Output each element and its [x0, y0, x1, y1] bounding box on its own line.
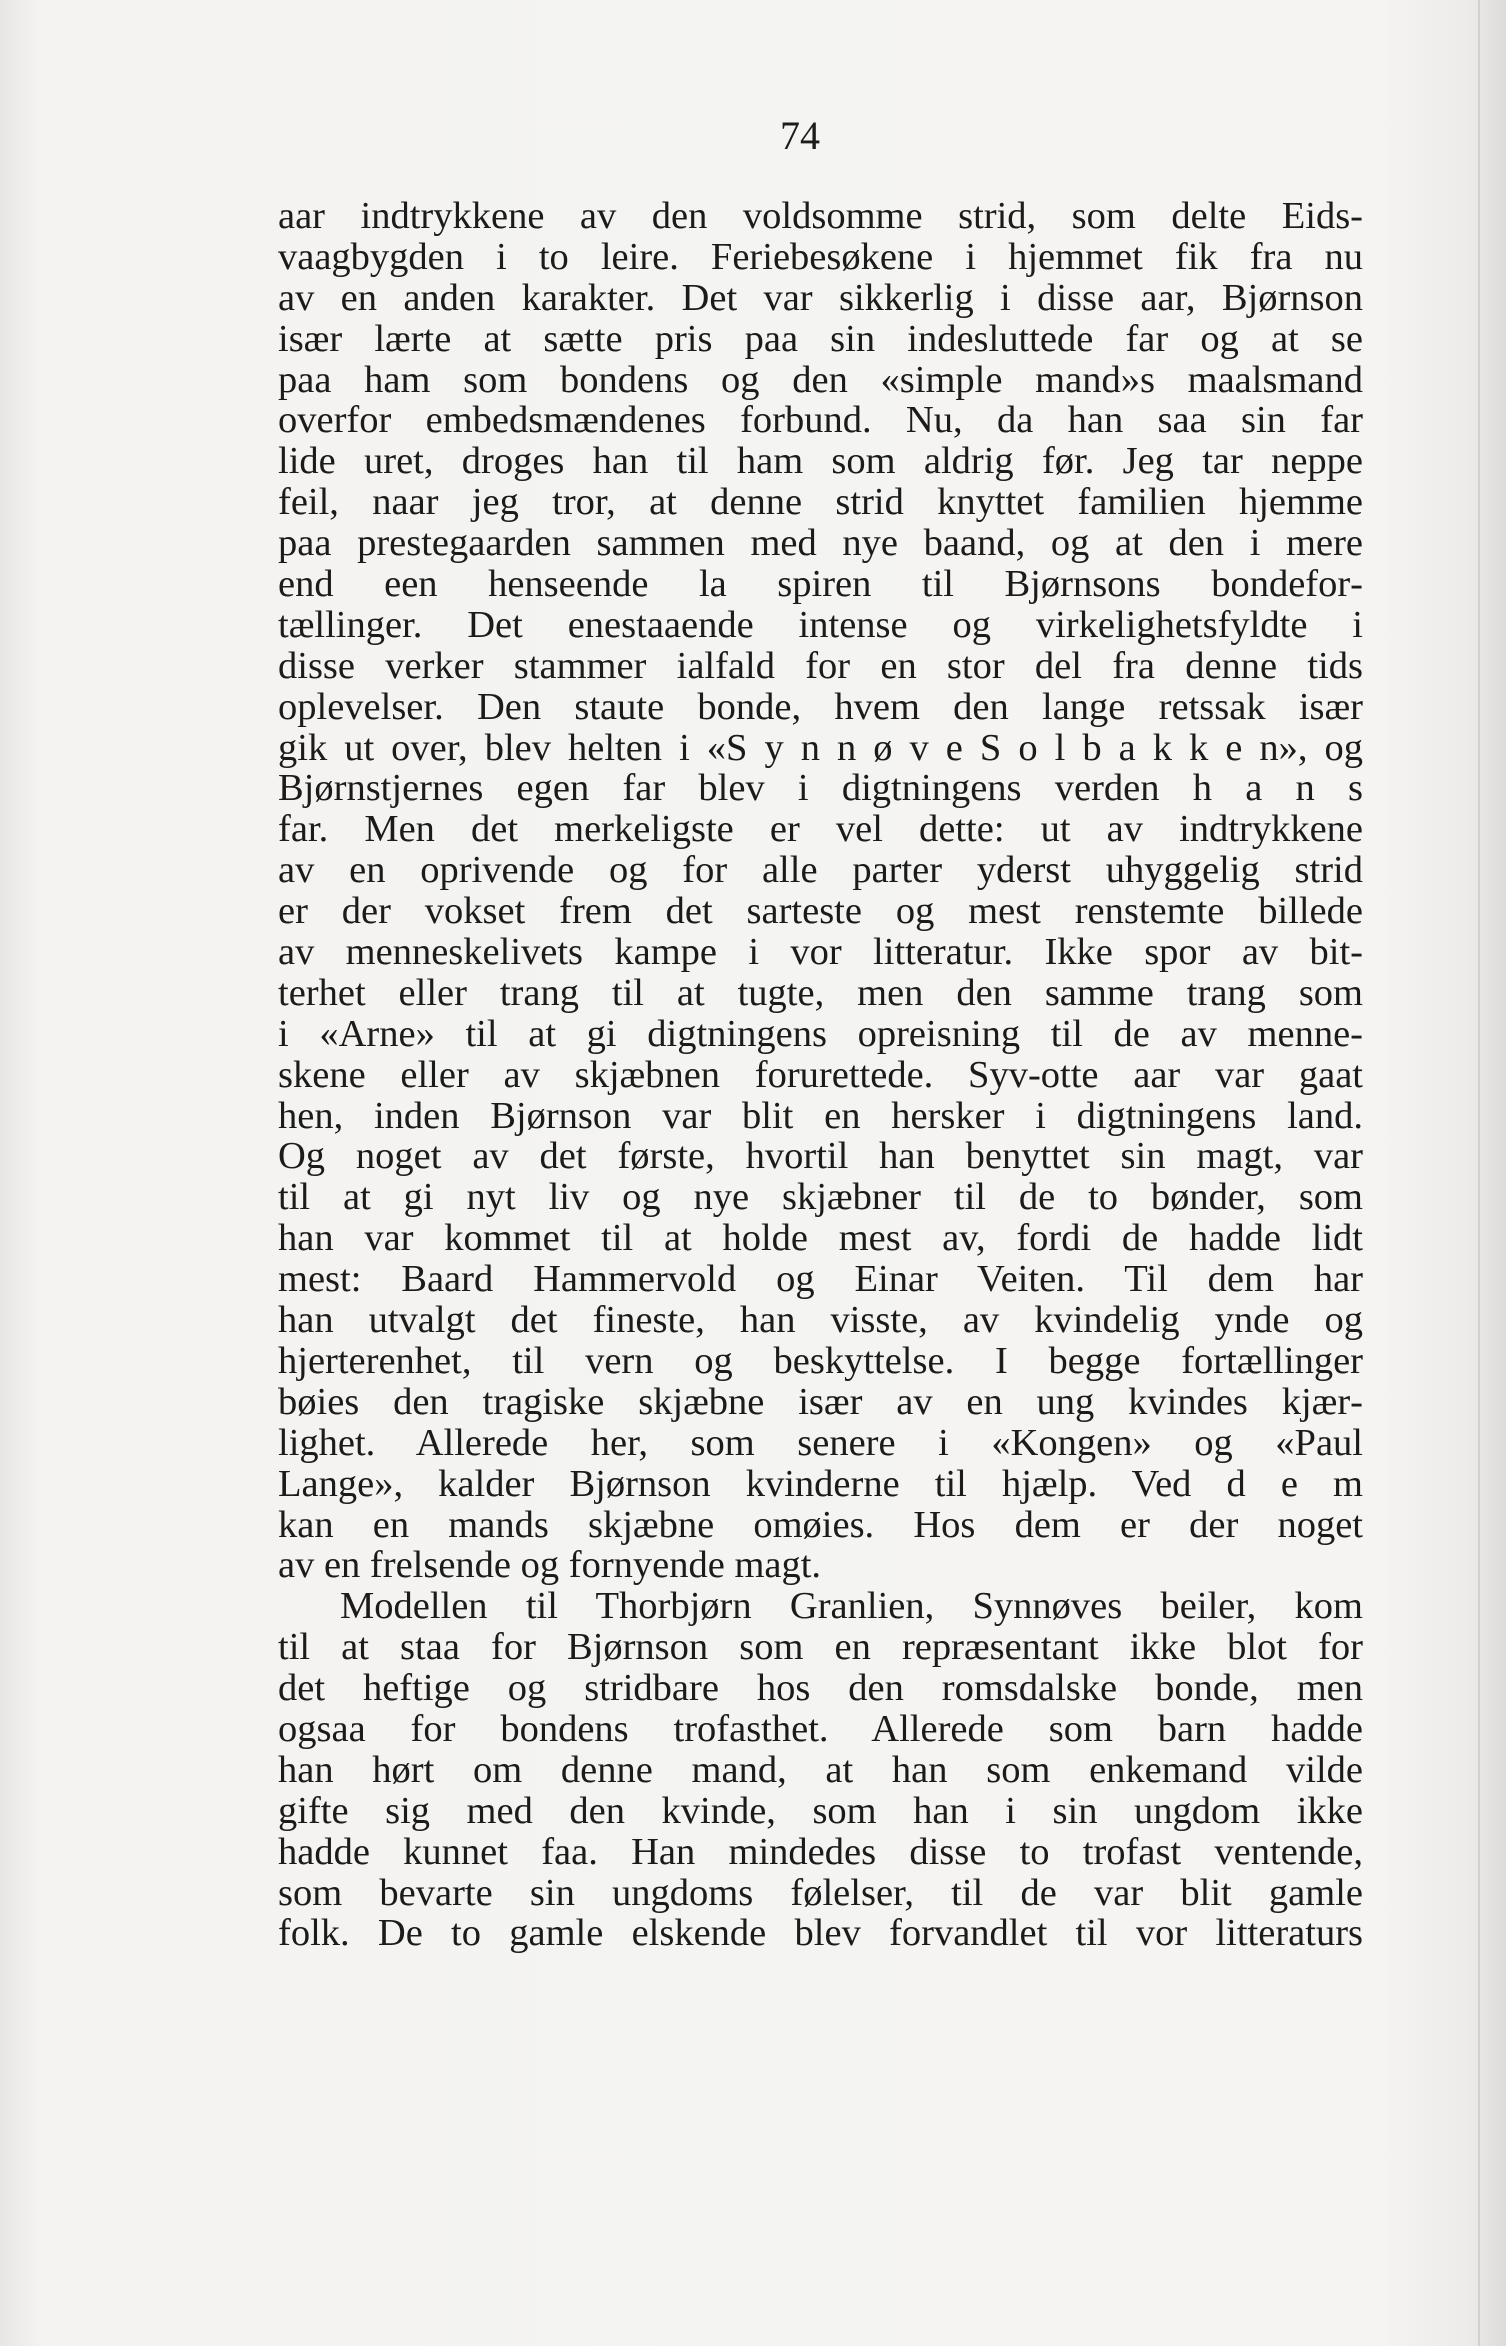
text-line: terhet eller trang til at tugte, men den samme trang som — [278, 971, 1363, 1014]
text-line: hjerterenhet, til vern og beskyttelse. I begge fortællinger — [278, 1339, 1363, 1382]
page-edge-shadow — [1478, 0, 1480, 2346]
text-line: av en oprivende og for alle parter yderst uhyggelig strid — [278, 849, 1363, 892]
text-line: paa prestegaarden sammen med nye baand, og at den i mere — [278, 522, 1363, 565]
text-line: det heftige og stridbare hos den romsdalske bonde, men — [278, 1667, 1363, 1710]
text-line: folk. De to gamle elskende blev forvandlet til vor litteraturs — [278, 1912, 1363, 1955]
text-line: vaagbygden i to leire. Feriebesøkene i hjemmet fik fra nu — [278, 235, 1363, 278]
text-line: til at staa for Bjørnson som en repræsentant ikke blot for — [278, 1626, 1363, 1669]
text-line: Bjørnstjernes egen far blev i digtningens verden h a n s — [278, 767, 1363, 810]
text-line: hen, inden Bjørnson var blit en hersker i digtningens land. — [278, 1094, 1363, 1137]
text-line: han var kommet til at holde mest av, fordi de hadde lidt — [278, 1217, 1363, 1260]
body-text — [278, 196, 1363, 1954]
text-line: hadde kunnet faa. Han mindedes disse to trofast ventende, — [278, 1830, 1363, 1873]
text-line: han hørt om denne mand, at han som enkemand vilde — [278, 1748, 1363, 1791]
text-line: end een henseende la spiren til Bjørnsons bondefor‑ — [278, 563, 1363, 606]
text-line: Modellen til Thorbjørn Granlien, Synnøves beiler, kom — [340, 1585, 1363, 1628]
text-line: av menneskelivets kampe i vor litteratur. Ikke spor av bit‑ — [278, 931, 1363, 974]
text-line: feil, naar jeg tror, at denne strid knyttet familien hjemme — [278, 481, 1363, 524]
page-number: 74 — [780, 113, 820, 158]
text-line: lide uret, droges han til ham som aldrig før. Jeg tar neppe — [278, 440, 1363, 483]
text-line: far. Men det merkeligste er vel dette: ut av indtrykkene — [278, 808, 1363, 851]
text-line: til at gi nyt liv og nye skjæbner til de to bønder, som — [278, 1176, 1363, 1219]
text-line: av en anden karakter. Det var sikkerlig i disse aar, Bjørnson — [278, 276, 1363, 319]
text-line: av en frelsende og fornyende magt. — [278, 1544, 822, 1587]
text-line: gifte sig med den kvinde, som han i sin ungdom ikke — [278, 1789, 1363, 1832]
text-line: skene eller av skjæbnen forurettede. Syv‑otte aar var gaat — [278, 1053, 1363, 1096]
text-line: paa ham som bondens og den «simple mand»s maalsmand — [278, 358, 1363, 401]
text-line: disse verker stammer ialfald for en stor del fra denne tids — [278, 644, 1363, 687]
text-line: han utvalgt det fineste, han visste, av kvindelig ynde og — [278, 1299, 1363, 1342]
text-line: mest: Baard Hammervold og Einar Veiten. Til dem har — [278, 1258, 1363, 1301]
text-line: er der vokset frem det sarteste og mest renstemte billede — [278, 890, 1363, 933]
text-line: i «Arne» til at gi digtningens opreisning til de av menne‑ — [278, 1012, 1363, 1055]
text-line: bøies den tragiske skjæbne især av en ung kvindes kjær‑ — [278, 1380, 1363, 1423]
text-line: ogsaa for bondens trofasthet. Allerede som barn hadde — [278, 1707, 1363, 1750]
text-line: overfor embedsmændenes forbund. Nu, da han saa sin far — [278, 399, 1363, 442]
text-line: oplevelser. Den staute bonde, hvem den lange retssak især — [278, 685, 1363, 728]
text-line: lighet. Allerede her, som senere i «Kongen» og «Paul — [278, 1421, 1363, 1464]
text-line: især lærte at sætte pris paa sin indesluttede far og at se — [278, 317, 1363, 360]
text-line: Og noget av det første, hvortil han benyttet sin magt, var — [278, 1135, 1363, 1178]
text-line: Lange», kalder Bjørnson kvinderne til hjælp. Ved d e m — [278, 1462, 1363, 1505]
text-line: som bevarte sin ungdoms følelser, til de var blit gamle — [278, 1871, 1363, 1914]
text-line: aar indtrykkene av den voldsomme strid, som delte Eids‑ — [278, 195, 1363, 237]
text-line: tællinger. Det enestaaende intense og virkelighetsfyldte i — [278, 603, 1363, 646]
text-line: gik ut over, blev helten i «S y n n ø v e S o l b a k k e n», og — [278, 726, 1363, 769]
text-line: kan en mands skjæbne omøies. Hos dem er der noget — [278, 1503, 1363, 1546]
